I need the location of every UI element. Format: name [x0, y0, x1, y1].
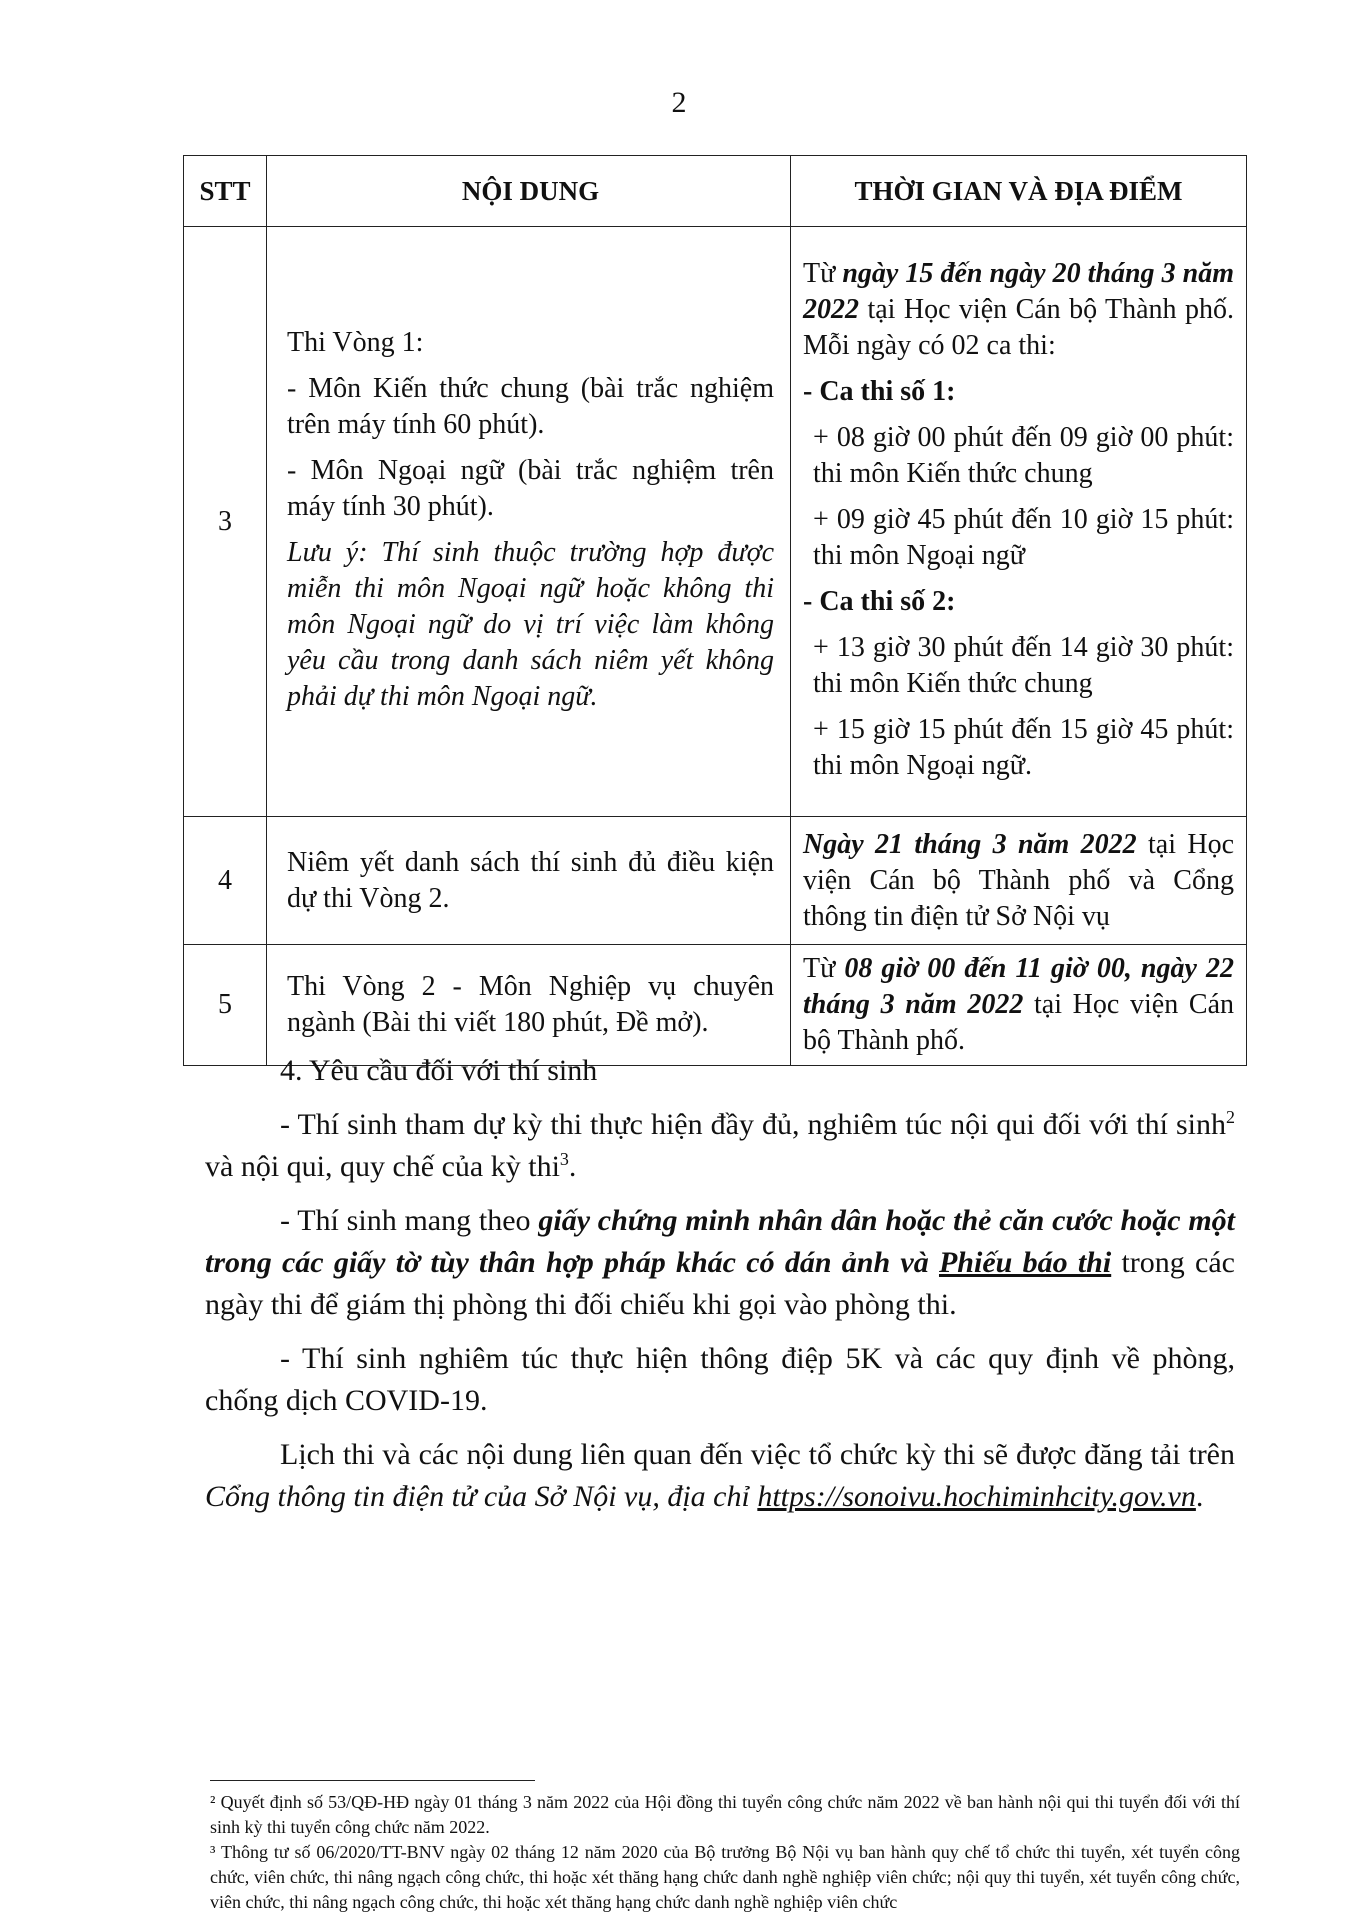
row3-round1: Thi Vòng 1:	[287, 326, 424, 358]
paragraph-rules-text-2: và nội qui, quy chế của kỳ thi	[205, 1150, 560, 1183]
row3-time-prefix: Từ	[803, 257, 836, 289]
paragraph-rules	[205, 1104, 1235, 1188]
row4-time	[791, 817, 1247, 945]
row4-stt: 4	[184, 817, 267, 945]
row5-time-prefix: Từ	[803, 953, 836, 984]
row3-shift2-a: + 13 giờ 30 phút đến 14 giờ 30 phút: thi môn Kiến thức chung	[813, 631, 1234, 699]
paragraph-covid: - Thí sinh nghiêm túc thực hiện thông điệp 5K và các quy định về phòng, chống dịch COVID-19.	[205, 1342, 1235, 1417]
row3-stt: 3	[184, 227, 267, 817]
row3-general: - Môn Kiến thức chung (bài trắc nghiệm trên máy tính 60 phút).	[287, 372, 774, 440]
body-text	[205, 1050, 1235, 1530]
portal-url-link[interactable]: https://sonoivu.hochiminhcity.gov.vn	[757, 1480, 1196, 1513]
row5-content: Thi Vòng 2 - Môn Nghiệp vụ chuyên ngành (Bài thi viết 180 phút, Đề mở).	[267, 945, 791, 1066]
row5-time	[791, 945, 1247, 1066]
row5-time-suffix: tại Học viện Cán bộ Thành phố.	[803, 989, 1235, 1056]
paragraph-portal	[205, 1434, 1235, 1518]
paragraph-portal-text: Lịch thi và các nội dung liên quan đến việc tổ chức kỳ thi sẽ được đăng tải trên	[280, 1438, 1235, 1471]
header-time: THỜI GIAN VÀ ĐỊA ĐIỂM	[791, 156, 1247, 227]
table-row-5	[184, 945, 1247, 1066]
row3-time	[791, 227, 1247, 817]
row3-shift1-a: + 08 giờ 00 phút đến 09 giờ 00 phút: thi môn Kiến thức chung	[813, 421, 1234, 489]
row4-content: Niêm yết danh sách thí sinh đủ điều kiện dự thi Vòng 2.	[267, 817, 791, 945]
row3-language: - Môn Ngoại ngữ (bài trắc nghiệm trên máy tính 30 phút).	[287, 454, 774, 522]
footnote-3: ³ Thông tư số 06/2020/TT-BNV ngày 02 tháng 12 năm 2020 của Bộ trưởng Bộ Nội vụ ban hành quy chế tổ chức thi tuyển, xét tuyển công chức, viên chức, thi nâng ngạch công chức, thi hoặc xét thăng hạng chức danh nghề nghiệp viên chức; nội quy thi tuyển, xét tuyển công chức, viên chức, thi nâng ngạch công chức, thi hoặc xét thăng hạng chức danh nghề nghiệp viên chức	[210, 1842, 1240, 1912]
row3-content	[267, 227, 791, 817]
row3-note: Lưu ý: Thí sinh thuộc trường hợp được miễn thi môn Ngoại ngữ hoặc không thi môn Ngoại ngữ do vị trí việc làm không yêu cầu trong danh sách niêm yết không phải dự thi môn Ngoại ngữ.	[287, 536, 774, 712]
row5-time-bold: 08 giờ 00 đến 11 giờ 00, ngày 22 tháng 3 năm 2022	[803, 953, 1234, 1020]
page-number: 2	[671, 86, 687, 119]
paragraph-documents-ticket: Phiếu báo thi	[938, 1246, 1112, 1279]
footnote-ref-3: 3	[559, 1149, 569, 1169]
row3-shift1: - Ca thi số 1:	[803, 375, 956, 407]
header-content: NỘI DUNG	[267, 156, 791, 227]
paragraph-rules-text: - Thí sinh tham dự kỳ thi thực hiện đầy đủ, nghiêm túc nội qui đối với thí sinh	[280, 1108, 1226, 1141]
table-row-4	[184, 817, 1247, 945]
row4-time-suffix: tại Học viện Cán bộ Thành phố và Cổng thông tin điện tử Sở Nội vụ	[803, 828, 1234, 932]
paragraph-rules-end: .	[568, 1150, 577, 1183]
paragraph-documents	[205, 1200, 1235, 1326]
row3-shift2: - Ca thi số 2:	[803, 585, 956, 617]
header-stt: STT	[184, 156, 267, 227]
footnote-2: ² Quyết định số 53/QĐ-HĐ ngày 01 tháng 3 năm 2022 của Hội đồng thi tuyển công chức năm 2022 về ban hành nội qui thi tuyển đối với thí sinh kỳ thi tuyển công chức năm 2022.	[210, 1792, 1240, 1837]
footnote-divider	[210, 1780, 535, 1781]
row4-time-date: Ngày 21 tháng 3 năm 2022	[803, 828, 1137, 860]
paragraph-portal-italic: Cổng thông tin điện tử của Sở Nội vụ, địa chỉ	[205, 1480, 758, 1513]
paragraph-documents-end: trong các ngày thi để giám thị phòng thi đối chiếu khi gọi vào phòng thi.	[205, 1246, 1235, 1321]
row3-time-suffix: tại Học viện Cán bộ Thành phố. Mỗi ngày có 02 ca thi:	[803, 293, 1234, 361]
section-heading: 4. Yêu cầu đối với thí sinh	[280, 1054, 598, 1087]
row3-time-dates: ngày 15 đến ngày 20 tháng 3 năm 2022	[803, 257, 1235, 325]
row3-shift1-b: + 09 giờ 45 phút đến 10 giờ 15 phút: thi môn Ngoại ngữ	[813, 503, 1234, 571]
table-header-row	[184, 156, 1247, 227]
row3-shift2-b: + 15 giờ 15 phút đến 15 giờ 45 phút: thi môn Ngoại ngữ.	[813, 713, 1234, 781]
paragraph-documents-bold: giấy chứng minh nhân dân hoặc thẻ căn cước hoặc một trong các giấy tờ tùy thân hợp pháp khác có dán ảnh và	[205, 1204, 1236, 1279]
row3-time-intro	[803, 256, 1234, 364]
row5-stt: 5	[184, 945, 267, 1066]
footnote-ref-2: 2	[1226, 1107, 1235, 1127]
schedule-table	[183, 155, 1247, 1066]
paragraph-documents-text: - Thí sinh mang theo	[280, 1204, 539, 1237]
table-row-3	[184, 227, 1247, 817]
paragraph-portal-end: .	[1195, 1480, 1204, 1513]
footnotes	[210, 1790, 1240, 1915]
